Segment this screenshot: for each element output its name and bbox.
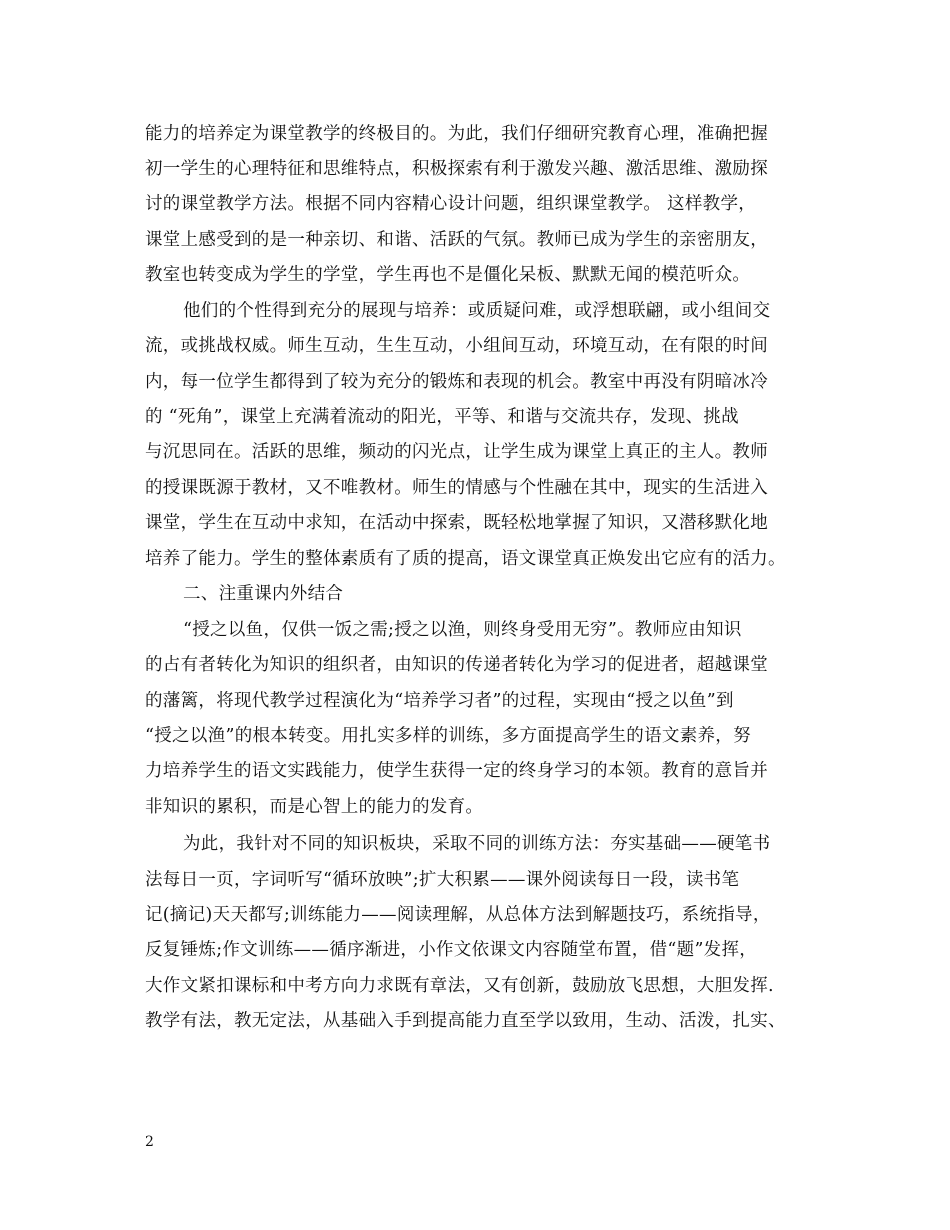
text-line: 课堂上感受到的是一种亲切、和谐、活跃的气氛。教师已成为学生的亲密朋友， xyxy=(145,230,768,250)
text-line: 大作文紧扣课标和中考方向力求既有章法，又有创新，鼓励放飞思想，大胆发挥. xyxy=(145,976,774,996)
text-line: 流，或挑战权威。师生互动，生生互动，小组间互动，环境互动，在有限的时间 xyxy=(145,336,768,356)
paragraph-first-line: 他们的个性得到充分的展现与培养：或质疑问难，或浮想联翩，或小组间交 xyxy=(183,301,771,321)
text-line: 的占有者转化为知识的组织者，由知识的传递者转化为学习的促进者，超越课堂 xyxy=(145,655,768,675)
text-line: 与沉思同在。活跃的思维，频动的闪光点，让学生成为课堂上真正的主人。教师 xyxy=(145,442,768,462)
text-line: 能力的培养定为课堂教学的终极目的。为此，我们仔细研究教育心理，准确把握 xyxy=(145,124,768,144)
page-number: 2 xyxy=(145,1134,154,1150)
text-line: 课堂，学生在互动中求知，在活动中探索，既轻松地掌握了知识，又潜移默化地 xyxy=(145,513,768,533)
text-line: 力培养学生的语文实践能力，使学生获得一定的终身学习的本领。教育的意旨并 xyxy=(145,761,768,781)
text-line: 法每日一页，字词听写“循环放映”;扩大积累——课外阅读每日一段，读书笔 xyxy=(145,870,740,890)
text-line: 初一学生的心理特征和思维特点，积极探索有利于激发兴趣、激活思维、激励探 xyxy=(145,159,768,179)
section-heading: 二、注重课内外结合 xyxy=(183,584,344,604)
text-line: 记(摘记)天天都写;训练能力——阅读理解，从总体方法到解题技巧，系统指导， xyxy=(145,905,771,925)
text-line: 内，每一位学生都得到了较为充分的锻炼和表现的机会。教室中再没有阴暗冰冷 xyxy=(145,372,768,392)
paragraph-first-line: 为此，我针对不同的知识板块，采取不同的训练方法：夯实基础——硬笔书 xyxy=(183,834,771,854)
text-line: 培养了能力。学生的整体素质有了质的提高，语文课堂真正焕发出它应有的活力。 xyxy=(145,549,786,569)
text-line: 教学有法，教无定法，从基础入手到提高能力直至学以致用，生动、活泼，扎实、 xyxy=(145,1011,786,1031)
text-line: “授之以渔”的根本转变。用扎实多样的训练，多方面提高学生的语文素养，努 xyxy=(145,726,751,746)
text-line: 反复锤炼;作文训练——循序渐进，小作文依课文内容随堂布置，借“题”发挥， xyxy=(145,940,758,960)
text-line: 非知识的累积，而是心智上的能力的发育。 xyxy=(145,797,484,817)
text-line: 的藩篱，将现代教学过程演化为“培养学习者”的过程，实现由“授之以鱼”到 xyxy=(145,691,734,711)
text-line: 讨的课堂教学方法。根据不同内容精心设计问题，组织课堂教学。 这样教学， xyxy=(145,194,757,214)
text-line: 的 “死角”，课堂上充满着流动的阳光，平等、和谐与交流共存，发现、挑战 xyxy=(145,407,739,427)
text-line: 的授课既源于教材，又不唯教材。师生的情感与个性融在其中，现实的生活进入 xyxy=(145,478,768,498)
text-line: 教室也转变成为学生的学堂，学生再也不是僵化呆板、默默无闻的模范听众。 xyxy=(145,265,751,285)
paragraph-first-line: “授之以鱼，仅供一饭之需;授之以渔，则终身受用无穷”。教师应由知识 xyxy=(183,620,742,640)
